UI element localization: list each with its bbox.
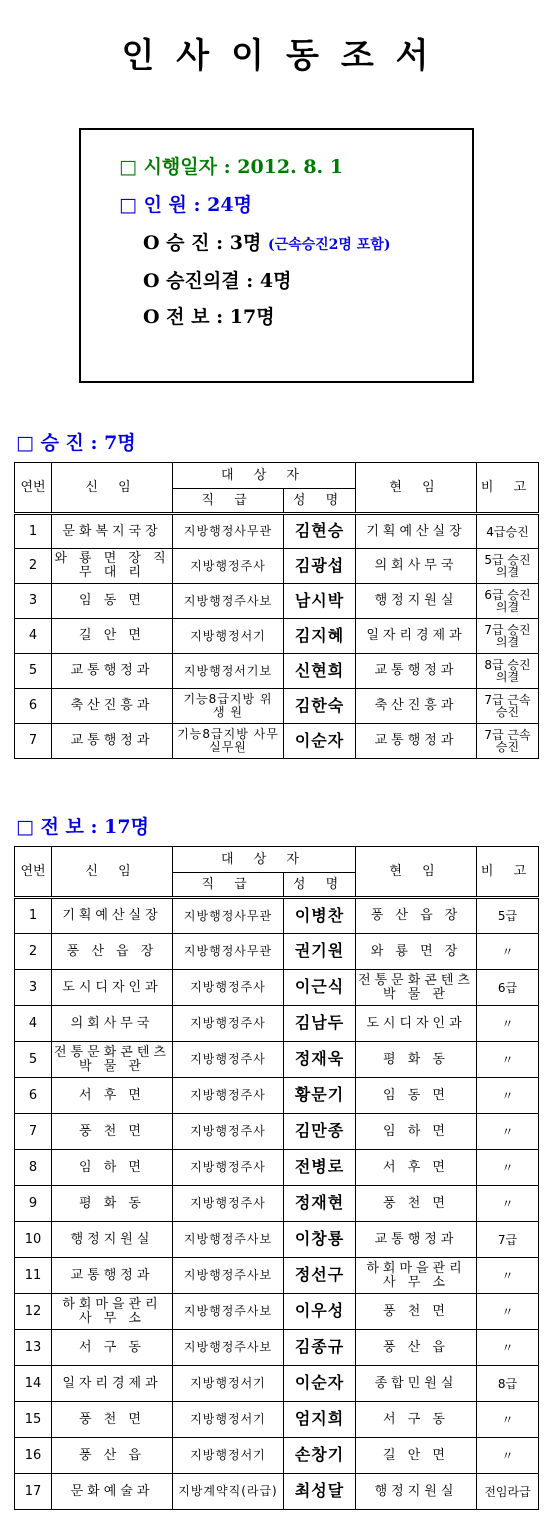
name-cell: 이창룡 <box>284 1222 356 1258</box>
header-no: 연번 <box>15 463 52 514</box>
current-post-cell: 도시디자인과 <box>356 1006 477 1042</box>
current-post-cell: 임 하 면 <box>356 1114 477 1150</box>
grade-cell: 지방행정주사보 <box>173 1258 284 1294</box>
header-name: 성 명 <box>284 873 356 898</box>
name-cell: 권기원 <box>284 934 356 970</box>
transfer-line <box>143 302 275 329</box>
new-post-cell: 풍 산 읍 <box>52 1438 173 1474</box>
remark-cell: 〃 <box>477 1186 539 1222</box>
current-post-cell: 평 화 동 <box>356 1042 477 1078</box>
table-row <box>15 1330 539 1366</box>
current-post-cell: 서 후 면 <box>356 1150 477 1186</box>
grade-cell: 지방행정주사보 <box>173 584 284 619</box>
table-row <box>15 934 539 970</box>
grade-cell: 지방행정주사보 <box>173 1330 284 1366</box>
row-number: 11 <box>15 1258 52 1294</box>
new-post-cell: 풍 천 면 <box>52 1114 173 1150</box>
row-number: 7 <box>15 724 52 759</box>
table-row <box>15 514 539 549</box>
transfer-table <box>14 846 539 1510</box>
promotion-label: O 승 진 : <box>143 232 224 254</box>
header-grade: 직 급 <box>173 873 284 898</box>
effective-date-line: □ 시행일자 : 2012. 8. 1 <box>119 156 344 178</box>
transfer-label: O 전 보 : <box>143 306 224 328</box>
name-cell: 김종규 <box>284 1330 356 1366</box>
remark-cell: 〃 <box>477 1402 539 1438</box>
row-number: 1 <box>15 514 52 549</box>
table-row <box>15 549 539 584</box>
header-target: 대 상 자 <box>173 463 356 489</box>
transfer-table-body <box>15 898 539 1510</box>
current-post-cell: 의회사무국 <box>356 549 477 584</box>
new-post-cell: 서 후 면 <box>52 1078 173 1114</box>
table-row <box>15 724 539 759</box>
row-number: 12 <box>15 1294 52 1330</box>
remark-cell: 〃 <box>477 1114 539 1150</box>
row-number: 5 <box>15 1042 52 1078</box>
summary-box <box>79 128 474 383</box>
table-row <box>15 654 539 689</box>
table-row <box>15 1006 539 1042</box>
table-row <box>15 1186 539 1222</box>
grade-cell: 지방행정서기 <box>173 619 284 654</box>
table-row <box>15 1438 539 1474</box>
promotion-line <box>143 228 390 255</box>
grade-cell: 지방행정서기 <box>173 1402 284 1438</box>
current-post-cell: 전통문화콘텐츠 박 물 관 <box>356 970 477 1006</box>
table-row <box>15 1294 539 1330</box>
grade-cell: 지방행정사무관 <box>173 514 284 549</box>
name-cell: 정재욱 <box>284 1042 356 1078</box>
grade-cell: 지방행정서기 <box>173 1366 284 1402</box>
grade-cell: 지방계약직(라급) <box>173 1474 284 1510</box>
promotion-note: (근속승진2명 포함) <box>267 237 391 253</box>
current-post-cell: 서 구 동 <box>356 1402 477 1438</box>
header-remark: 비 고 <box>477 847 539 898</box>
remark-cell: 〃 <box>477 1042 539 1078</box>
current-post-cell: 기획예산실장 <box>356 514 477 549</box>
name-cell: 신현희 <box>284 654 356 689</box>
name-cell: 김지혜 <box>284 619 356 654</box>
new-post-cell: 기획예산실장 <box>52 898 173 934</box>
table-row <box>15 1474 539 1510</box>
name-cell: 정재현 <box>284 1186 356 1222</box>
remark-cell: 〃 <box>477 1258 539 1294</box>
grade-cell: 지방행정주사 <box>173 1006 284 1042</box>
current-post-cell: 풍 산 읍 <box>356 1330 477 1366</box>
name-cell: 이순자 <box>284 1366 356 1402</box>
promotion-value: 3명 <box>229 232 262 254</box>
current-post-cell: 풍 천 면 <box>356 1186 477 1222</box>
remark-cell: 〃 <box>477 1330 539 1366</box>
table-row <box>15 970 539 1006</box>
name-cell: 이우성 <box>284 1294 356 1330</box>
new-post-cell: 와 룡 면 장 직 무 대 리 <box>52 549 173 584</box>
new-post-cell: 평 화 동 <box>52 1186 173 1222</box>
header-name: 성 명 <box>284 489 356 514</box>
grade-cell: 지방행정서기 <box>173 1438 284 1474</box>
new-post-cell: 풍 산 읍 장 <box>52 934 173 970</box>
row-number: 13 <box>15 1330 52 1366</box>
current-post-cell: 하회마을관리 사 무 소 <box>356 1258 477 1294</box>
row-number: 10 <box>15 1222 52 1258</box>
row-number: 6 <box>15 689 52 724</box>
row-number: 3 <box>15 970 52 1006</box>
name-cell: 엄지희 <box>284 1402 356 1438</box>
row-number: 9 <box>15 1186 52 1222</box>
promotion-table-body <box>15 514 539 759</box>
name-cell: 전병로 <box>284 1150 356 1186</box>
new-post-cell: 행정지원실 <box>52 1222 173 1258</box>
remark-cell: 7급 <box>477 1222 539 1258</box>
table-row <box>15 1078 539 1114</box>
table-row <box>15 1258 539 1294</box>
row-number: 1 <box>15 898 52 934</box>
promotion-heading: □ 승 진 : 7명 <box>16 432 136 454</box>
new-post-cell: 임 동 면 <box>52 584 173 619</box>
table-row <box>15 1114 539 1150</box>
current-post-cell: 길 안 면 <box>356 1438 477 1474</box>
remark-cell: 6급 <box>477 970 539 1006</box>
row-number: 3 <box>15 584 52 619</box>
current-post-cell: 풍 천 면 <box>356 1294 477 1330</box>
remark-cell: 5급 <box>477 898 539 934</box>
table-row <box>15 1042 539 1078</box>
remark-cell: 7급 근속승진 <box>477 689 539 724</box>
remark-cell: 〃 <box>477 1294 539 1330</box>
new-post-cell: 풍 천 면 <box>52 1402 173 1438</box>
grade-cell: 지방행정서기보 <box>173 654 284 689</box>
table-row <box>15 1222 539 1258</box>
grade-cell: 지방행정주사 <box>173 1150 284 1186</box>
new-post-cell: 일자리경제과 <box>52 1366 173 1402</box>
remark-cell: 8급 <box>477 1366 539 1402</box>
row-number: 17 <box>15 1474 52 1510</box>
new-post-cell: 문화예술과 <box>52 1474 173 1510</box>
new-post-cell: 길 안 면 <box>52 619 173 654</box>
row-number: 4 <box>15 1006 52 1042</box>
current-post-cell: 교통행정과 <box>356 654 477 689</box>
current-post-cell: 축산진흥과 <box>356 689 477 724</box>
table-row <box>15 689 539 724</box>
name-cell: 이병찬 <box>284 898 356 934</box>
header-new-post: 신 임 <box>52 847 173 898</box>
remark-cell: 전임라급 <box>477 1474 539 1510</box>
grade-cell: 지방행정주사 <box>173 1186 284 1222</box>
grade-cell: 지방행정주사 <box>173 1078 284 1114</box>
promotion-decided-value: 4명 <box>259 270 292 292</box>
name-cell: 이근식 <box>284 970 356 1006</box>
row-number: 7 <box>15 1114 52 1150</box>
remark-cell: 〃 <box>477 1006 539 1042</box>
remark-cell: 7급 근속승진 <box>477 724 539 759</box>
header-current: 현 임 <box>356 847 477 898</box>
grade-cell: 지방행정주사 <box>173 1042 284 1078</box>
new-post-cell: 의회사무국 <box>52 1006 173 1042</box>
name-cell: 이순자 <box>284 724 356 759</box>
row-number: 6 <box>15 1078 52 1114</box>
header-current: 현 임 <box>356 463 477 514</box>
total-personnel-line <box>119 190 252 217</box>
remark-cell: 6급 승진의결 <box>477 584 539 619</box>
current-post-cell: 일자리경제과 <box>356 619 477 654</box>
new-post-cell: 하회마을관리 사 무 소 <box>52 1294 173 1330</box>
grade-cell: 지방행정주사보 <box>173 1222 284 1258</box>
table-row <box>15 619 539 654</box>
transfer-heading: □ 전 보 : 17명 <box>16 816 149 838</box>
name-cell: 김한숙 <box>284 689 356 724</box>
header-target: 대 상 자 <box>173 847 356 873</box>
promotion-table <box>14 462 539 759</box>
transfer-value: 17명 <box>229 306 275 328</box>
row-number: 5 <box>15 654 52 689</box>
grade-cell: 기능8급지방 사무실무원 <box>173 724 284 759</box>
new-post-cell: 교통행정과 <box>52 654 173 689</box>
header-remark: 비 고 <box>477 463 539 514</box>
current-post-cell: 풍 산 읍 장 <box>356 898 477 934</box>
remark-cell: 〃 <box>477 1150 539 1186</box>
current-post-cell: 교통행정과 <box>356 724 477 759</box>
name-cell: 김광섭 <box>284 549 356 584</box>
page-title: 인사이동조서 <box>121 36 451 76</box>
row-number: 16 <box>15 1438 52 1474</box>
row-number: 4 <box>15 619 52 654</box>
new-post-cell: 임 하 면 <box>52 1150 173 1186</box>
grade-cell: 지방행정주사 <box>173 970 284 1006</box>
name-cell: 손창기 <box>284 1438 356 1474</box>
header-grade: 직 급 <box>173 489 284 514</box>
row-number: 2 <box>15 934 52 970</box>
table-row <box>15 1150 539 1186</box>
current-post-cell: 행정지원실 <box>356 584 477 619</box>
grade-cell: 지방행정주사 <box>173 1114 284 1150</box>
remark-cell: 〃 <box>477 1438 539 1474</box>
name-cell: 김남두 <box>284 1006 356 1042</box>
name-cell: 남시박 <box>284 584 356 619</box>
new-post-cell: 교통행정과 <box>52 1258 173 1294</box>
current-post-cell: 교통행정과 <box>356 1222 477 1258</box>
new-post-cell: 축산진흥과 <box>52 689 173 724</box>
row-number: 2 <box>15 549 52 584</box>
name-cell: 정선구 <box>284 1258 356 1294</box>
grade-cell: 지방행정사무관 <box>173 898 284 934</box>
remark-cell: 5급 승진의결 <box>477 549 539 584</box>
remark-cell: 〃 <box>477 934 539 970</box>
remark-cell: 4급승진 <box>477 514 539 549</box>
table-row <box>15 1402 539 1438</box>
header-no: 연번 <box>15 847 52 898</box>
grade-cell: 기능8급지방 위 생 원 <box>173 689 284 724</box>
row-number: 8 <box>15 1150 52 1186</box>
current-post-cell: 와 룡 면 장 <box>356 934 477 970</box>
grade-cell: 지방행정주사 <box>173 549 284 584</box>
row-number: 14 <box>15 1366 52 1402</box>
current-post-cell: 임 동 면 <box>356 1078 477 1114</box>
name-cell: 김만종 <box>284 1114 356 1150</box>
remark-cell: 7급 승진의결 <box>477 619 539 654</box>
row-number: 15 <box>15 1402 52 1438</box>
table-row <box>15 1366 539 1402</box>
grade-cell: 지방행정사무관 <box>173 934 284 970</box>
new-post-cell: 전통문화콘텐츠 박 물 관 <box>52 1042 173 1078</box>
remark-cell: 8급 승진의결 <box>477 654 539 689</box>
new-post-cell: 도시디자인과 <box>52 970 173 1006</box>
new-post-cell: 서 구 동 <box>52 1330 173 1366</box>
new-post-cell: 문화복지국장 <box>52 514 173 549</box>
table-row <box>15 898 539 934</box>
new-post-cell: 교통행정과 <box>52 724 173 759</box>
header-new-post: 신 임 <box>52 463 173 514</box>
current-post-cell: 행정지원실 <box>356 1474 477 1510</box>
total-label: □ 인 원 : <box>119 194 201 216</box>
promotion-decided-label: O 승진의결 : <box>143 270 254 292</box>
current-post-cell: 종합민원실 <box>356 1366 477 1402</box>
name-cell: 최성달 <box>284 1474 356 1510</box>
table-row <box>15 584 539 619</box>
total-value: 24명 <box>207 194 252 216</box>
name-cell: 김현승 <box>284 514 356 549</box>
grade-cell: 지방행정주사보 <box>173 1294 284 1330</box>
name-cell: 황문기 <box>284 1078 356 1114</box>
remark-cell: 〃 <box>477 1078 539 1114</box>
promotion-decided-line <box>143 266 291 293</box>
